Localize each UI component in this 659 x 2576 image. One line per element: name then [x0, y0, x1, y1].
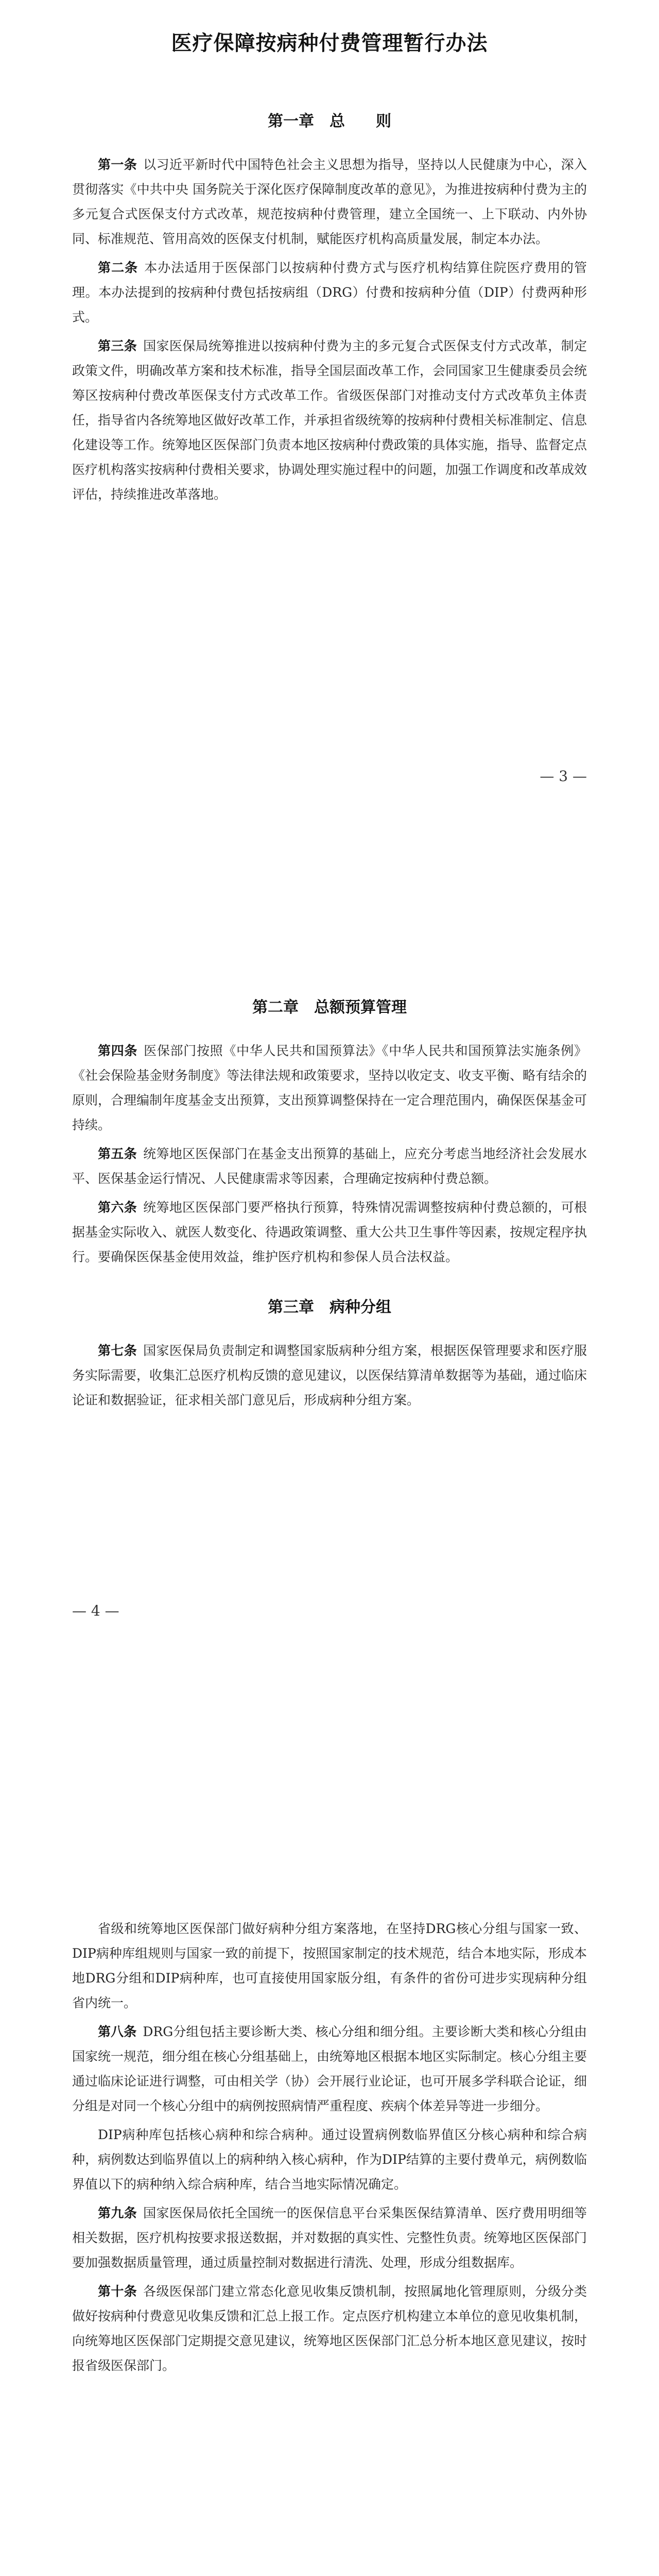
article-label: 第六条 [98, 1200, 137, 1215]
page-3-body [72, 1917, 587, 2382]
article-label: 第五条 [98, 1146, 137, 1161]
article-text: 各级医保部门建立常态化意见收集反馈机制，按照属地化管理原则，分级分类做好按病种付费意见收集反馈和汇总上报工作。定点医疗机构建立本单位的意见收集机制，向统筹地区医保部门定期提交意见建议，统筹地区医保部门汇总分析本地区意见建议，按时报省级医保部门。 [72, 2284, 587, 2373]
page-number: — 4 — [72, 1602, 119, 1619]
article-label: 第九条 [98, 2206, 137, 2221]
article-label: 第三条 [98, 338, 137, 353]
article-9 [72, 2201, 587, 2275]
document-page-2 [0, 917, 659, 1793]
article-label: 第八条 [98, 2024, 137, 2039]
page-1-body [72, 108, 587, 511]
article-4 [72, 1039, 587, 1138]
article-2 [72, 256, 587, 330]
article-label: 第二条 [98, 260, 138, 275]
article-label: 第四条 [98, 1043, 138, 1058]
article-text: 以习近平新时代中国特色社会主义思想为指导，坚持以人民健康为中心，深入贯彻落实《中共中央 国务院关于深化医疗保障制度改革的意见》，为推进按病种付费为主的多元复合式医保支付方式改革，规范按病种付费管理，建立全国统一、上下联动、内外协同、标准规范、管用高效的医保支付机制，赋能医疗机构高质量发展，制定本办法。 [72, 157, 587, 246]
document-title: 医疗保障按病种付费管理暂行办法 [171, 31, 488, 55]
article-text: DRG分组包括主要诊断大类、核心分组和细分组。主要诊断大类和核心分组由国家统一规范，细分组在核心分组基础上，由统筹地区根据本地区实际制定。核心分组主要通过临床论证进行调整，可由相关学（协）会开展行业论证，也可开展多学科联合论证，细分组是对同一个核心分组中的病例按照病情严重程度、疾病个体差异等进一步细分。 [72, 2024, 587, 2113]
article-text: 国家医保局依托全国统一的医保信息平台采集医保结算清单、医疗费用明细等相关数据，医疗机构按要求报送数据，并对数据的真实性、完整性负责。统筹地区医保部门要加强数据质量管理，通过质量控制对数据进行清洗、处理，形成分组数据库。 [72, 2206, 587, 2270]
article-3 [72, 334, 587, 507]
chapter-heading-1: 第一章 总 则 [268, 112, 391, 130]
article-label: 第一条 [98, 157, 137, 172]
article-7 [72, 1338, 587, 1413]
article-text: 国家医保局负责制定和调整国家版病种分组方案，根据医保管理要求和医疗服务实际需要，收集汇总医疗机构反馈的意见建议，以医保结算清单数据等为基础，通过临床论证和数据验证，征求相关部门意见后，形成病种分组方案。 [72, 1343, 587, 1408]
page-2-body [72, 994, 587, 1417]
article-6 [72, 1195, 587, 1269]
article-label: 第七条 [98, 1343, 137, 1358]
article-10 [72, 2279, 587, 2378]
document-page-1 [0, 0, 659, 876]
article-text: 统筹地区医保部门在基金支出预算的基础上，应充分考虑当地经济社会发展水平、医保基金运行情况、人民健康需求等因素，合理确定按病种付费总额。 [72, 1146, 587, 1186]
chapter-heading-3: 第三章 病种分组 [268, 1298, 391, 1316]
article-text: 统筹地区医保部门要严格执行预算，特殊情况需调整按病种付费总额的，可根据基金实际收入、就医人数变化、待遇政策调整、重大公共卫生事件等因素，按规定程序执行。要确保医保基金使用效益，维护医疗机构和参保人员合法权益。 [72, 1200, 587, 1264]
article-text: 医保部门按照《中华人民共和国预算法》《中华人民共和国预算法实施条例》《社会保险基金财务制度》等法律法规和政策要求，坚持以收定支、收支平衡、略有结余的原则，合理编制年度基金支出预算，支出预算调整保持在一定合理范围内，确保医保基金可持续。 [72, 1043, 587, 1132]
article-text: 省级和统筹地区医保部门做好病种分组方案落地，在坚持DRG核心分组与国家一致、DIP病种库组规则与国家一致的前提下，按照国家制定的技术规范，结合本地实际，形成本地DRG分组和DIP病种库，也可直接使用国家版分组，有条件的省份可进步实现病种分组省内统一。 [72, 1921, 587, 2010]
article-5 [72, 1142, 587, 1191]
document-page-3 [0, 1834, 659, 2576]
article-text: 本办法适用于医保部门以按病种付费方式与医疗机构结算住院医疗费用的管理。本办法提到的按病种付费包括按病组（DRG）付费和按病种分值（DIP）付费两种形式。 [72, 260, 587, 325]
page-number: — 3 — [540, 768, 587, 785]
article-text: DIP病种库包括核心病种和综合病种。通过设置病例数临界值区分核心病种和综合病种，病例数达到临界值以上的病种纳入核心病种，作为DIP结算的主要付费单元，病例数临界值以下的病种纳入综合病种库，结合当地实际情况确定。 [72, 2127, 587, 2192]
dip-paragraph [72, 2123, 587, 2197]
article-label: 第十条 [98, 2284, 137, 2299]
article-8 [72, 2020, 587, 2119]
continued-paragraph [72, 1917, 587, 2015]
article-1 [72, 152, 587, 251]
article-text: 国家医保局统筹推进以按病种付费为主的多元复合式医保支付方式改革，制定政策文件，明确改革方案和技术标准，指导全国层面改革工作，会同国家卫生健康委员会统筹区按病种付费改革医保支付方式改革工作。省级医保部门对推动支付方式改革负主体责任，指导省内各统筹地区做好改革工作，并承担省级统筹的按病种付费相关标准制定、信息化建设等工作。统筹地区医保部门负责本地区按病种付费政策的具体实施，指导、监督定点医疗机构落实按病种付费相关要求，协调处理实施过程中的问题，加强工作调度和改革成效评估，持续推进改革落地。 [72, 338, 587, 502]
chapter-heading-2: 第二章 总额预算管理 [252, 998, 407, 1016]
